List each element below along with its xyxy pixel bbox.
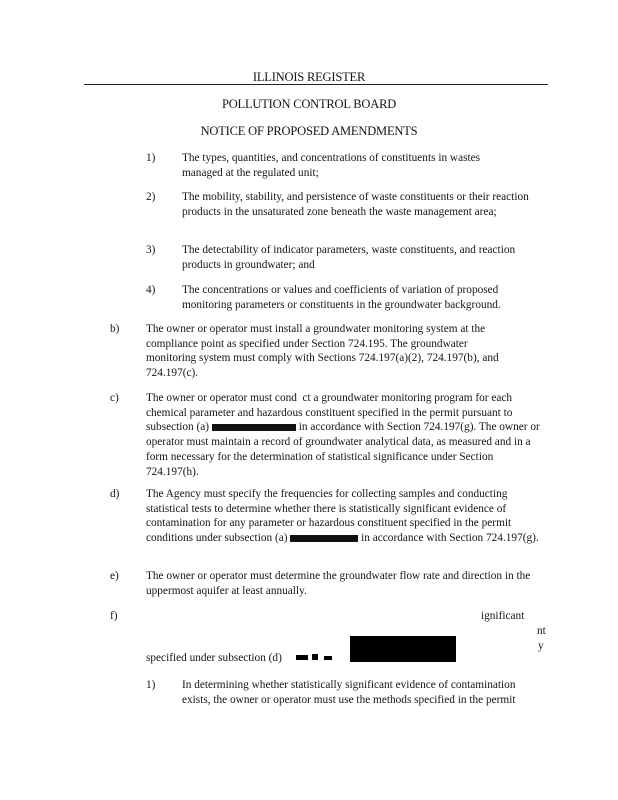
section-label: b) xyxy=(110,323,120,335)
list-number: 4) xyxy=(146,284,156,296)
header-rule xyxy=(84,84,548,85)
list-item-text: The detectability of indicator parameters, waste constituents, and reaction products in groundwater; and xyxy=(182,244,516,271)
list-number: 3) xyxy=(146,244,156,256)
section-d-text xyxy=(146,487,546,546)
section-c-text-before: The owner or operator must cond ct a groundwater monitoring program for each chemical parameter and hazardous constituent specified in the permit pursuant to subsection (a) xyxy=(146,392,513,434)
section-e-text: The owner or operator must determine the groundwater flow rate and direction in the uppermost aquifer at least annually. xyxy=(146,570,531,597)
redaction-mark xyxy=(212,424,296,431)
section-d-text-after: in accordance with Section 724.197(g). xyxy=(361,532,539,545)
redaction-mark xyxy=(296,655,308,660)
redaction-box xyxy=(350,636,456,662)
redaction-mark xyxy=(290,535,358,542)
list-number: 1) xyxy=(146,152,156,164)
section-f-fragment: nt xyxy=(537,625,546,637)
section-label: f) xyxy=(110,610,118,622)
notice-title: NOTICE OF PROPOSED AMENDMENTS xyxy=(200,124,418,138)
section-f-last-line: specified under subsection (d) xyxy=(146,652,282,664)
register-title: ILLINOIS REGISTER xyxy=(252,70,366,84)
redaction-mark xyxy=(324,656,332,660)
section-label: e) xyxy=(110,570,119,582)
list-item-text: The types, quantities, and concentrations of constituents in wastes managed at the regulated unit; xyxy=(182,152,481,179)
section-b-text: The owner or operator must install a groundwater monitoring system at the compliance point as specified under Section 724.195. The groundwater monitoring system must comply with Sections 724.197(a)(2), 724.197(b), and 724.197(c). xyxy=(146,323,499,380)
list-item-text: In determining whether statistically significant evidence of contamination exists, the owner or operator must use the methods specified in the permit xyxy=(182,679,516,706)
section-label: c) xyxy=(110,392,119,404)
list-item-text: The concentrations or values and coefficients of variation of proposed monitoring parameters or constituents in the groundwater background. xyxy=(182,284,501,311)
list-item-text: The mobility, stability, and persistence of waste constituents or their reaction products in the unsaturated zone beneath the waste management area; xyxy=(182,191,529,218)
section-d-text-before: The Agency must specify the frequencies for collecting samples and conducting statistical tests to determine whether there is statistically significant evidence of contamination for any parameter or hazardous constituent specified in the permit conditions under subsection (a) xyxy=(146,488,512,545)
section-c-text xyxy=(146,391,546,479)
board-title: POLLUTION CONTROL BOARD xyxy=(221,97,397,111)
section-label: d) xyxy=(110,488,120,500)
list-number: 1) xyxy=(146,679,156,691)
list-number: 2) xyxy=(146,191,156,203)
redaction-mark xyxy=(312,654,318,660)
section-f-fragment: y xyxy=(538,640,544,652)
section-c-text-after: in accordance with Section 724.197(g). The owner or operator must maintain a record of groundwater analytical data, as measured and in a form necessary for the determination of statistical significance under Section 724.197(h). xyxy=(146,421,540,478)
section-f-fragment: ignificant xyxy=(481,610,525,622)
